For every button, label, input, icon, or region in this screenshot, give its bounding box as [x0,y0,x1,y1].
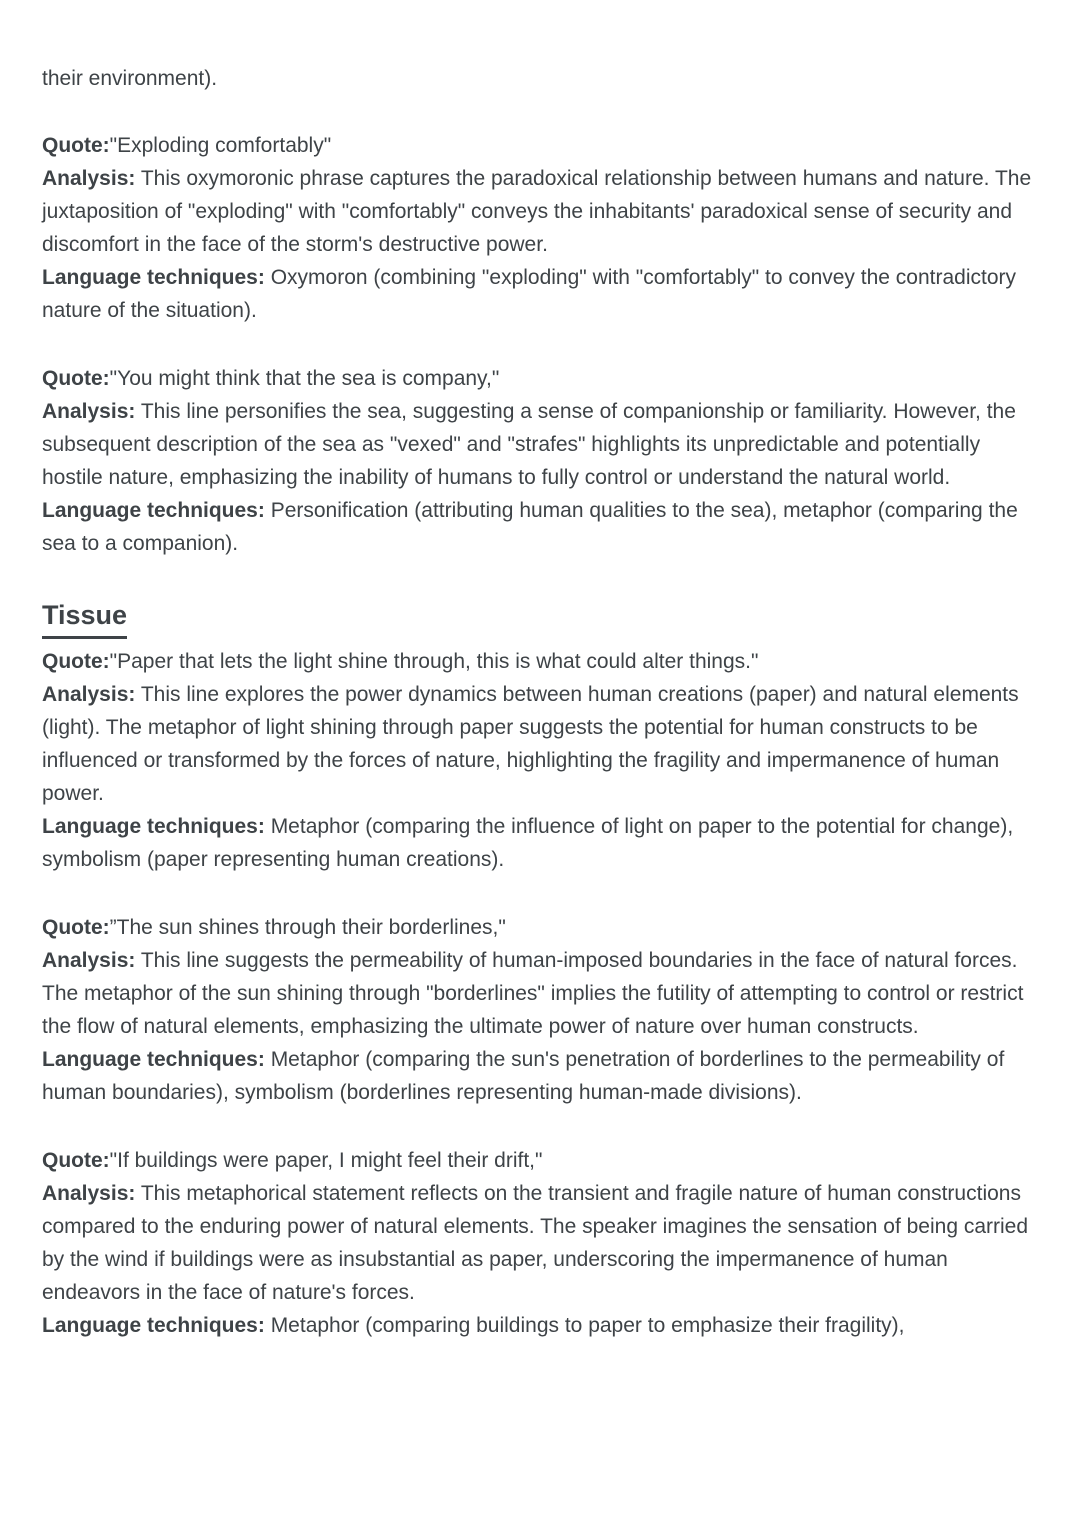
segment-label: Quote: [42,650,110,673]
segment-label: Language techniques: [42,266,265,289]
segment-label: Quote: [42,916,110,939]
segment-text: "Exploding comfortably" [109,134,332,157]
segment-label: Quote: [42,367,110,390]
segment-text: Oxymoron (combining "exploding" with "comfortably" to convey the contradictory nature of the situation). [42,266,1017,322]
paragraph-segment [42,261,1038,327]
segment-text: Metaphor (comparing buildings to paper to emphasize their fragility), [264,1314,905,1337]
segment-label: Analysis: [42,400,136,423]
segment-text: "If buildings were paper, I might feel their drift," [109,1149,543,1172]
segment-text: Personification (attributing human qualities to the sea), metaphor (comparing the sea to a companion). [42,499,1018,555]
segment-text: This metaphorical statement reflects on the transient and fragile nature of human constructions compared to the enduring power of natural elements. The speaker imagines the sensation of being carried by the wind if buildings were as insubstantial as paper, underscoring the impermanence of human endeavors in the face of nature's forces. [42,1182,1029,1304]
segment-text: Metaphor (comparing the influence of light on paper to the potential for change), symbolism (paper representing human creations). [42,815,1014,871]
analysis-paragraph [42,1144,1038,1342]
segment-label: Analysis: [42,167,136,190]
segment-label: Language techniques: [42,1314,265,1337]
segment-label: Quote: [42,134,110,157]
segment-label: Language techniques: [42,815,265,838]
paragraph-segment [42,362,1038,395]
content-blocks [42,129,1038,1342]
segment-text: ”The sun shines through their borderlines," [109,916,506,939]
paragraph-segment [42,678,1038,810]
paragraph-segment [42,944,1038,1043]
paragraph-segment [42,162,1038,261]
paragraph-segment [42,645,1038,678]
segment-label: Analysis: [42,949,136,972]
segment-text: "You might think that the sea is company," [109,367,500,390]
continued-paragraph-fragment: their environment). [42,67,218,90]
segment-label: Analysis: [42,683,136,706]
paragraph-segment [42,1177,1038,1309]
segment-text: This line suggests the permeability of human-imposed boundaries in the face of natural forces. The metaphor of the sun shining through "borderlines" implies the futility of attempting to control or restrict the flow of natural elements, emphasizing the ultimate power of nature over human constructs. [42,949,1024,1038]
paragraph-segment [42,494,1038,560]
paragraph-segment [42,1309,1038,1342]
segment-label: Language techniques: [42,499,265,522]
section-heading [42,595,1038,639]
paragraph-segment [42,129,1038,162]
paragraph-segment [42,1043,1038,1109]
paragraph-segment [42,911,1038,944]
section-heading-text: Tissue [42,595,127,639]
analysis-paragraph [42,129,1038,327]
segment-text: "Paper that lets the light shine through, this is what could alter things." [109,650,759,673]
segment-text: This oxymoronic phrase captures the paradoxical relationship between humans and nature. The juxtaposition of "exploding" with "comfortably" conveys the inhabitants' paradoxical sense of security and discomfort in the face of the storm's destructive power. [42,167,1032,256]
analysis-paragraph [42,362,1038,560]
segment-text: This line personifies the sea, suggesting a sense of companionship or familiarity. However, the subsequent description of the sea as "vexed" and "strafes" highlights its unpredictable and potentially hostile nature, emphasizing the inability of humans to fully control or understand the natural world. [42,400,1016,489]
analysis-paragraph [42,645,1038,876]
paragraph-segment [42,395,1038,494]
segment-label: Language techniques: [42,1048,265,1071]
paragraph-segment [42,810,1038,876]
paragraph-segment [42,1144,1038,1177]
segment-text: Metaphor (comparing the sun's penetration of borderlines to the permeability of human boundaries), symbolism (borderlines representing human-made divisions). [42,1048,1005,1104]
segment-label: Analysis: [42,1182,136,1205]
analysis-paragraph [42,911,1038,1109]
segment-label: Quote: [42,1149,110,1172]
segment-text: This line explores the power dynamics between human creations (paper) and natural elements (light). The metaphor of light shining through paper suggests the potential for human constructs to be influenced or transformed by the forces of nature, highlighting the fragility and impermanence of human power. [42,683,1019,805]
